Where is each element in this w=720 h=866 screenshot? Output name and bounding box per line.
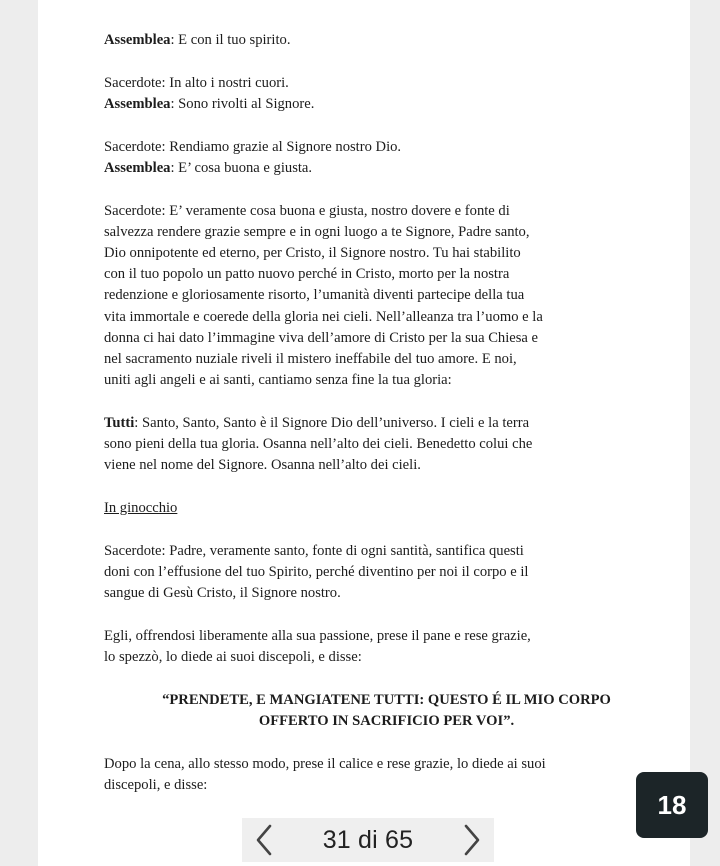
response-text: : E’ cosa buona e giusta.: [170, 159, 313, 176]
response-text: : E con il tuo spirito.: [170, 32, 291, 48]
text-line: vita immortale e coerede della gloria nei cieli. Nell’alleanza tra l’uomo e la: [104, 308, 543, 325]
text-line: doni con l’effusione del tuo Spirito, perché diventino per noi il corpo e il: [104, 563, 529, 580]
section-heading: [104, 498, 669, 519]
prev-page-button[interactable]: [242, 818, 286, 862]
paragraph-dopo-la-cena: [104, 754, 669, 796]
assembly-line: [104, 158, 669, 179]
paragraph-rendiamo-grazie: [104, 137, 669, 179]
paragraph-in-alto: [104, 73, 669, 115]
page-indicator: 31 di 65: [322, 825, 414, 854]
text-line: uniti agli angeli e ai santi, cantiamo senza fine la tua gloria:: [104, 372, 452, 389]
text-line: viene nel nome del Signore. Osanna nell’alto dei cieli.: [104, 457, 421, 474]
priest-line: Sacerdote: In alto i nostri cuori.: [104, 74, 289, 91]
chevron-right-icon: [462, 823, 482, 857]
paragraph-egli: [104, 626, 669, 668]
text-line: sono pieni della tua gloria. Osanna nell’alto dei cieli. Benedetto colui che: [104, 436, 533, 453]
text-line: sangue di Gesù Cristo, il Signore nostro.: [104, 585, 341, 602]
count-badge[interactable]: [636, 772, 708, 838]
badge-label: 18: [657, 789, 687, 820]
speaker-label: Assemblea: [104, 95, 171, 112]
speaker-label: Tutti: [104, 414, 135, 431]
text-line: nel sacramento nuziale riveli il mistero ineffabile del tuo amore. E noi,: [104, 350, 517, 367]
response-text: : Sono rivolti al Signore.: [170, 95, 315, 112]
chevron-left-icon: [254, 823, 274, 857]
document-page: [38, 0, 690, 866]
document-content: [104, 30, 669, 817]
consecration-quote: [116, 690, 657, 732]
assembly-line: [104, 94, 669, 115]
text-line: redenzione e gloriosamente risorto, l’umanità diventi partecipe della tua: [104, 287, 525, 304]
text-line: Egli, offrendosi liberamente alla sua passione, prese il pane e rese grazie,: [104, 627, 531, 644]
paragraph-epiclesi: [104, 541, 669, 605]
next-page-button[interactable]: [450, 818, 494, 862]
paragraph-santo: [104, 413, 669, 477]
text-line: Sacerdote: Padre, veramente santo, fonte di ogni santità, santifica questi: [104, 542, 524, 559]
priest-line: Sacerdote: Rendiamo grazie al Signore nostro Dio.: [104, 138, 402, 155]
text-line: [104, 413, 669, 434]
speaker-label: Assemblea: [104, 159, 171, 176]
response-text: : Santo, Santo, Santo è il Signore Dio dell’universo. I cieli e la terra: [134, 414, 530, 431]
text-line: lo spezzò, lo diede ai suoi discepoli, e disse:: [104, 648, 362, 665]
text-line: donna ci hai dato l’immagine viva dell’amore di Cristo per la sua Chiesa e: [104, 329, 539, 346]
paragraph-prefazio: [104, 201, 669, 392]
speaker-label: Assemblea: [104, 32, 171, 48]
text-line: salvezza rendere grazie sempre e in ogni luogo a te Signore, Padre santo,: [104, 223, 530, 240]
page-navigator: [242, 818, 494, 862]
quote-line: “PRENDETE, E MANGIATENE TUTTI: QUESTO É IL MIO CORPO: [162, 691, 611, 708]
text-line: con il tuo popolo un patto nuovo perché in Cristo, morto per la nostra: [104, 266, 510, 283]
text-line: discepoli, e disse:: [104, 776, 208, 793]
text-line: Dopo la cena, allo stesso modo, prese il calice e rese grazie, lo diede ai suoi: [104, 755, 546, 772]
quote-line: OFFERTO IN SACRIFICIO PER VOI”.: [258, 712, 515, 729]
heading-text: In ginocchio: [104, 499, 178, 516]
paragraph-assemblea-response-1: [104, 30, 669, 51]
text-line: Sacerdote: E’ veramente cosa buona e giusta, nostro dovere e fonte di: [104, 202, 510, 219]
text-line: Dio onnipotente ed eterno, per Cristo, il Signore nostro. Tu hai stabilito: [104, 244, 521, 261]
